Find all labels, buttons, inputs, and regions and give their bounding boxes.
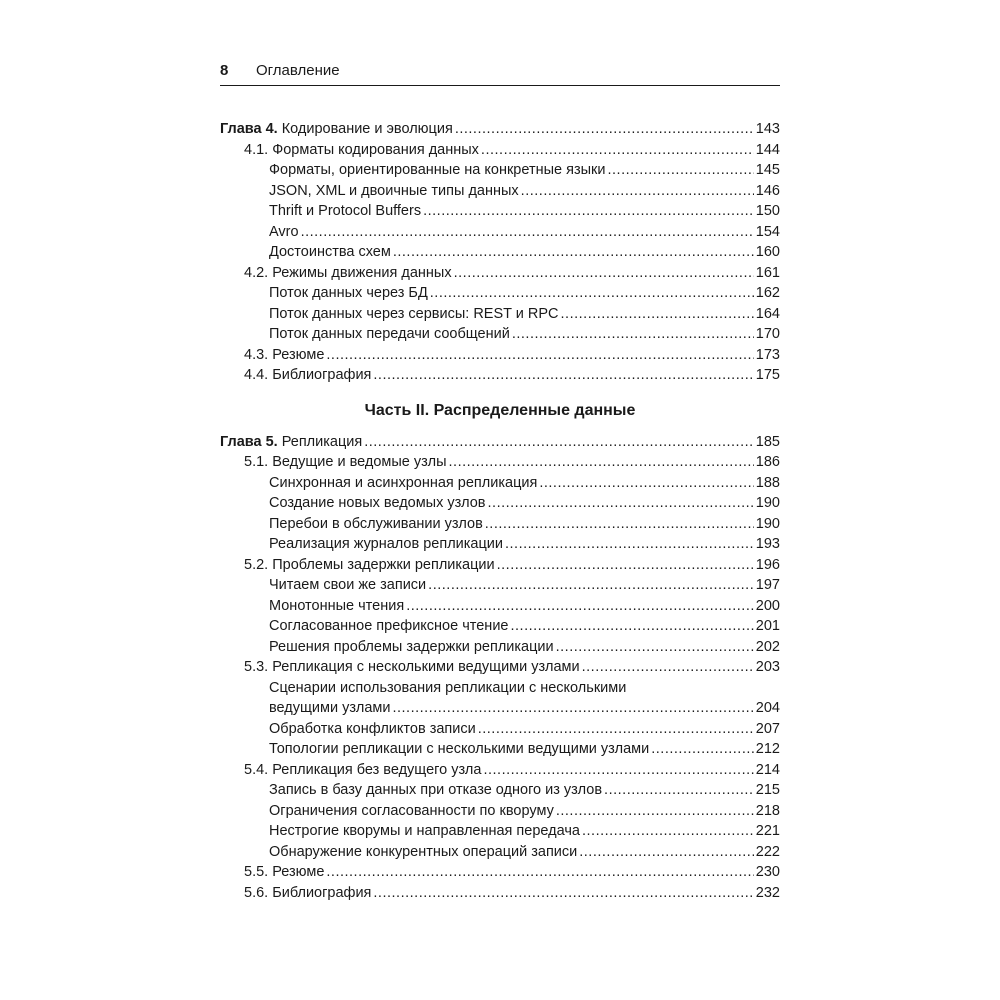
entry-title: 4.3. Резюме	[244, 346, 325, 363]
page-ref: 201	[755, 618, 780, 634]
leader-dots	[326, 862, 753, 883]
entry-title: Поток данных через сервисы: REST и RPC	[269, 305, 559, 322]
toc-section-entry[interactable]	[220, 345, 780, 366]
toc-section-entry[interactable]	[220, 883, 780, 904]
entry-title: 5.1. Ведущие и ведомые узлы	[244, 454, 447, 470]
toc-subsection-entry[interactable]	[220, 304, 780, 325]
entry-title: Поток данных передачи сообщений	[269, 326, 510, 342]
chapter-label: Глава 5.	[220, 433, 278, 450]
entry-title: Нестрогие кворумы и направленная передача	[269, 823, 580, 839]
page-number: 8	[220, 62, 229, 79]
toc-subsection-entry[interactable]	[220, 575, 780, 596]
leader-dots	[449, 452, 754, 473]
leader-dots	[406, 596, 754, 617]
page-ref: 221	[755, 823, 780, 839]
page-ref: 162	[755, 285, 780, 301]
leader-dots	[483, 760, 753, 781]
toc-section-entry[interactable]	[220, 263, 780, 284]
toc-subsection-entry[interactable]	[220, 324, 780, 345]
entry-title: Обработка конфликтов записи	[269, 720, 476, 737]
page-ref: 215	[755, 782, 780, 798]
leader-dots	[455, 119, 754, 140]
entry-title: 5.3. Репликация с несколькими ведущими узлами	[244, 659, 580, 675]
entry-title: Обнаружение конкурентных операций записи	[269, 843, 578, 860]
entry-title: Ограничения согласованности по кворуму	[269, 802, 554, 819]
part-title: Часть II. Распределенные данные	[364, 401, 636, 419]
chapter-4-entry[interactable]	[220, 119, 780, 140]
leader-dots	[393, 242, 754, 263]
leader-dots	[604, 780, 754, 801]
entry-title: 4.2. Режимы движения данных	[244, 264, 452, 281]
entry-title: 5.6. Библиография	[244, 884, 372, 901]
leader-dots	[512, 324, 754, 345]
page-ref: 145	[755, 162, 780, 178]
entry-title: Создание новых ведомых узлов	[269, 495, 486, 511]
chapter-title: Кодирование и эволюция	[281, 121, 453, 137]
leader-dots	[582, 821, 754, 842]
toc-subsection-entry[interactable]	[220, 719, 780, 740]
entry-title: Форматы, ориентированные на конкретные языки	[269, 162, 606, 178]
entry-title: 4.4. Библиография	[244, 367, 372, 383]
entry-title: ведущими узлами	[269, 700, 391, 716]
leader-dots	[556, 801, 754, 822]
toc-section-entry[interactable]	[220, 140, 780, 161]
toc-subsection-entry[interactable]	[220, 283, 780, 304]
chapter-5-entries	[220, 452, 780, 903]
page-ref: 203	[755, 659, 780, 675]
toc-subsection-entry[interactable]	[220, 821, 780, 842]
page-ref: 200	[755, 597, 780, 614]
page-ref: 164	[755, 305, 780, 322]
chapter-label: Глава 4.	[220, 121, 278, 137]
page-ref: 212	[755, 741, 780, 757]
running-head	[220, 60, 780, 82]
page-ref: 196	[755, 556, 780, 573]
leader-dots	[608, 160, 754, 181]
toc-subsection-entry[interactable]	[220, 242, 780, 263]
running-title: Оглавление	[256, 62, 340, 79]
chapter-5-block	[220, 432, 780, 904]
page-ref: 188	[755, 474, 780, 491]
toc-section-entry[interactable]	[220, 452, 780, 473]
toc-section-entry[interactable]	[220, 555, 780, 576]
page-ref: 143	[755, 121, 780, 137]
leader-dots	[326, 345, 753, 366]
entry-title: Avro	[269, 223, 299, 240]
toc-subsection-entry[interactable]	[220, 616, 780, 637]
page-ref: 222	[755, 843, 780, 860]
entry-title: Достоинства схем	[269, 244, 391, 260]
leader-dots	[478, 719, 754, 740]
entry-title: JSON, XML и двоичные типы данных	[269, 182, 519, 199]
table-of-contents	[220, 119, 780, 903]
page-ref: 154	[755, 223, 780, 240]
page-ref: 197	[755, 577, 780, 593]
toc-subsection-entry[interactable]	[220, 514, 780, 535]
leader-dots	[430, 283, 754, 304]
page-ref: 232	[755, 884, 780, 901]
leader-dots	[428, 575, 754, 596]
page-ref: 146	[755, 182, 780, 199]
leader-dots	[579, 842, 754, 863]
page-ref: 202	[755, 638, 780, 655]
leader-dots	[539, 473, 753, 494]
entry-title: Согласованное префиксное чтение	[269, 618, 509, 634]
chapter-5-entry[interactable]	[220, 432, 780, 453]
toc-subsection-entry[interactable]	[220, 473, 780, 494]
toc-subsection-entry[interactable]	[220, 637, 780, 658]
toc-subsection-entry[interactable]	[220, 801, 780, 822]
entry-title: 5.2. Проблемы задержки репликации	[244, 556, 495, 573]
leader-dots	[423, 201, 754, 222]
page-ref: 186	[755, 454, 780, 470]
page-ref: 190	[755, 495, 780, 511]
leader-dots	[561, 304, 754, 325]
leader-dots	[301, 222, 754, 243]
page-ref: 190	[755, 515, 780, 532]
toc-subsection-entry[interactable]	[220, 780, 780, 801]
entry-title: 4.1. Форматы кодирования данных	[244, 141, 479, 158]
leader-dots	[488, 493, 754, 514]
entry-title: Реализация журналов репликации	[269, 536, 503, 552]
toc-section-entry[interactable]	[220, 365, 780, 386]
toc-subsection-entry[interactable]	[220, 739, 780, 760]
page-ref: 230	[755, 864, 780, 880]
toc-subsection-entry[interactable]	[220, 596, 780, 617]
entry-title: Перебои в обслуживании узлов	[269, 515, 483, 532]
entry-title: Синхронная и асинхронная репликация	[269, 474, 538, 491]
leader-dots	[505, 534, 754, 555]
page-ref: 170	[755, 326, 780, 342]
leader-dots	[373, 365, 753, 386]
toc-subsection-entry[interactable]	[220, 698, 780, 719]
entry-title: Thrift и Protocol Buffers	[269, 203, 422, 219]
page-ref: 173	[755, 346, 780, 363]
entry-title: Поток данных через БД	[269, 285, 428, 301]
entry-title: 5.4. Репликация без ведущего узла	[244, 761, 482, 778]
page-ref: 161	[755, 264, 780, 281]
page-ref: 193	[755, 536, 780, 552]
leader-dots	[373, 883, 753, 904]
leader-dots	[364, 432, 754, 453]
leader-dots	[485, 514, 754, 535]
page-ref: 214	[755, 761, 780, 778]
toc-subsection-entry[interactable]	[220, 181, 780, 202]
entry-title: Решения проблемы задержки репликации	[269, 638, 554, 655]
toc-subsection-entry[interactable]	[220, 222, 780, 243]
toc-subsection-entry[interactable]	[220, 842, 780, 863]
toc-section-entry[interactable]	[220, 657, 780, 678]
entry-title: Монотонные чтения	[269, 597, 405, 614]
page-ref: 185	[755, 433, 780, 450]
toc-section-entry[interactable]	[220, 862, 780, 883]
leader-dots	[392, 698, 753, 719]
leader-dots	[510, 616, 753, 637]
toc-subsection-entry[interactable]	[220, 534, 780, 555]
chapter-title: Репликация	[281, 433, 363, 450]
page-ref: 218	[755, 802, 780, 819]
toc-subsection-entry[interactable]	[220, 160, 780, 181]
entry-title: Топологии репликации с несколькими ведущими узлами	[269, 741, 650, 757]
leader-dots	[481, 140, 754, 161]
toc-entry-line1: Сценарии использования репликации с несколькими	[269, 679, 627, 696]
leader-dots	[651, 739, 754, 760]
leader-dots	[582, 657, 754, 678]
entry-title: Читаем свои же записи	[269, 577, 427, 593]
leader-dots	[454, 263, 754, 284]
page-ref: 207	[755, 720, 780, 737]
toc-section-entry[interactable]	[220, 760, 780, 781]
entry-title: 5.5. Резюме	[244, 864, 325, 880]
page-ref: 175	[755, 367, 780, 383]
page-ref: 150	[755, 203, 780, 219]
chapter-4-block	[220, 119, 780, 386]
page-ref: 160	[755, 244, 780, 260]
toc-subsection-entry[interactable]	[220, 493, 780, 514]
page-ref: 144	[755, 141, 780, 158]
leader-dots	[521, 181, 754, 202]
toc-subsection-entry[interactable]	[220, 201, 780, 222]
entry-title: Запись в базу данных при отказе одного из узлов	[269, 782, 603, 798]
header-rule	[220, 85, 780, 86]
page-ref: 204	[755, 700, 780, 716]
chapter-4-entries	[220, 140, 780, 386]
leader-dots	[556, 637, 754, 658]
leader-dots	[497, 555, 754, 576]
